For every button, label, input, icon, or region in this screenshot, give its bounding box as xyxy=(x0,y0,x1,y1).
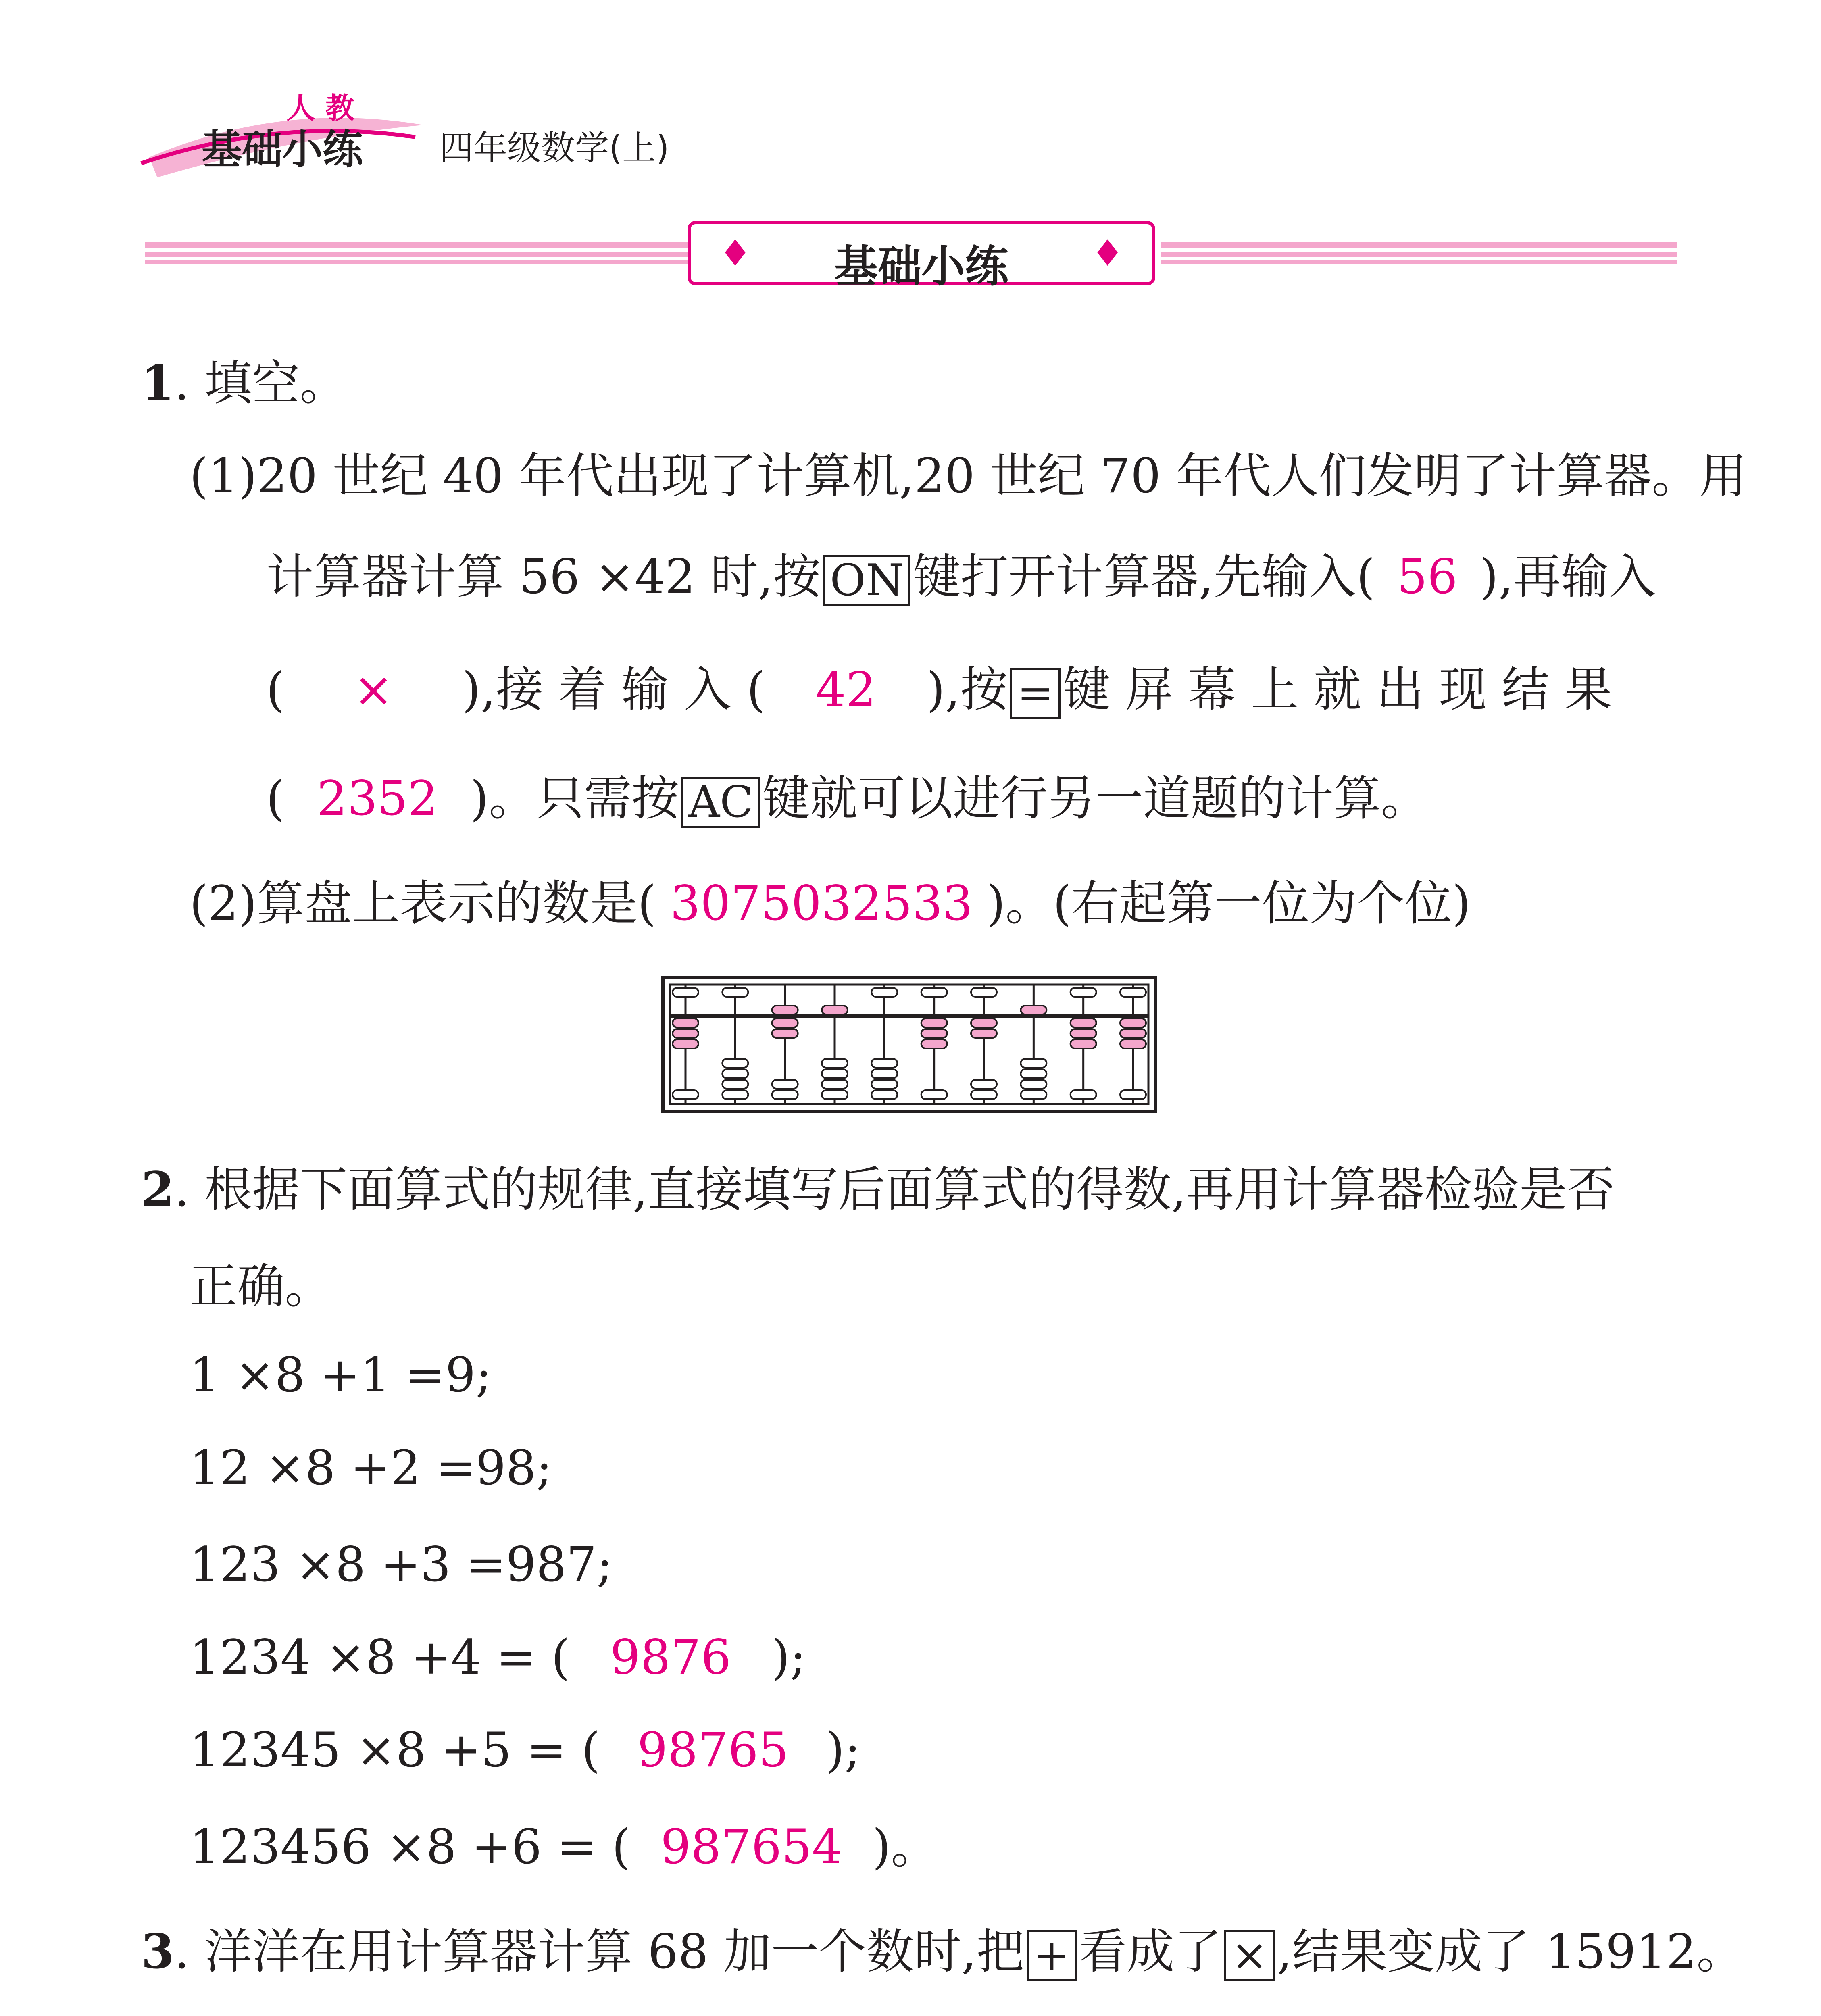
abacus-lower-bead xyxy=(722,1069,748,1078)
abacus-lower-bead xyxy=(722,1090,748,1099)
abacus-lower-bead xyxy=(1120,1090,1146,1099)
abacus-lower-bead xyxy=(1021,1090,1046,1099)
diamond-right-icon: ♦ xyxy=(1091,232,1124,275)
abacus-lower-bead xyxy=(921,1090,947,1099)
q1-answer-3: 42 xyxy=(815,662,876,717)
header-subtitle: 四年级数学(上) xyxy=(440,128,669,168)
q2-title-text-1: . 根据下面算式的规律,直接填写后面算式的得数,再用计算器检验是否 xyxy=(174,1162,1615,1217)
abacus-lower-bead xyxy=(871,1080,897,1089)
abacus-upper-bead xyxy=(1120,988,1146,997)
abacus-lower-bead xyxy=(1071,1039,1096,1048)
abacus-lower-bead xyxy=(673,1029,698,1038)
q1-p1-line3-b: ),接 着 输 入 ( xyxy=(462,662,765,717)
section-band-left xyxy=(145,242,690,266)
q1-title xyxy=(141,355,347,411)
abacus-lower-bead xyxy=(822,1059,848,1068)
q2-fill-1-expr: 1234 ×8 +4 = ( xyxy=(190,1629,570,1685)
q1-title-text: . 填空。 xyxy=(174,355,348,411)
q2-title-line2: 正确。 xyxy=(190,1258,333,1314)
q3-line1-b: 看成了 xyxy=(1079,1924,1222,1979)
on-key: ON xyxy=(823,555,910,606)
abacus-upper-bead xyxy=(1071,988,1096,997)
abacus-lower-bead xyxy=(1071,1090,1096,1099)
q2-fill-3-answer: 987654 xyxy=(660,1819,842,1874)
abacus-lower-bead xyxy=(1021,1069,1046,1078)
plus-key: + xyxy=(1027,1930,1077,1981)
q1-number: 1 xyxy=(141,355,175,411)
q2-given-2: 12 ×8 +2 =98; xyxy=(190,1440,552,1495)
abacus-upper-bead xyxy=(772,1006,798,1014)
abacus-lower-bead xyxy=(673,1039,698,1048)
abacus-upper-bead xyxy=(971,988,997,997)
q1-p1-line4 xyxy=(266,770,1429,828)
q1-p1-line3-a: ( xyxy=(266,662,285,717)
abacus-lower-bead xyxy=(772,1090,798,1099)
abacus-lower-bead xyxy=(1120,1029,1146,1038)
abacus-lower-bead xyxy=(673,1018,698,1027)
q3-line1-a: . 洋洋在用计算器计算 68 加一个数时,把 xyxy=(174,1924,1024,1979)
abacus-lower-bead xyxy=(673,1090,698,1099)
abacus-lower-bead xyxy=(1021,1059,1046,1068)
abacus-drawing xyxy=(661,976,1157,1113)
q2-fill-1-end: ); xyxy=(771,1629,806,1685)
q3-line1 xyxy=(141,1923,1744,1981)
q1-answer-4: 2352 xyxy=(317,771,438,826)
q2-fill-2-answer: 98765 xyxy=(637,1722,789,1778)
abacus-lower-bead xyxy=(971,1080,997,1089)
q1-p2-text-b: )。(右起第一位为个位) xyxy=(987,875,1471,931)
equals-key: = xyxy=(1010,668,1061,719)
abacus-upper-bead xyxy=(673,988,698,997)
q1-p2-line xyxy=(190,875,1471,931)
q1-p1-line4-b: )。只需按 xyxy=(470,771,679,826)
abacus-upper-bead xyxy=(871,988,897,997)
q1-p1-line2-c: ),再输入 xyxy=(1479,549,1656,604)
section-title: 基础小练 xyxy=(834,242,1008,292)
header-badge xyxy=(133,77,431,181)
abacus-lower-bead xyxy=(921,1039,947,1048)
section-title-box xyxy=(688,221,1155,292)
q2-given-3: 123 ×8 +3 =987; xyxy=(190,1537,613,1592)
q2-fill-3 xyxy=(190,1818,938,1875)
q2-number: 2 xyxy=(141,1161,175,1217)
abacus-upper-bead xyxy=(921,988,947,997)
q3-line1-c: ,结果变成了 15912。 xyxy=(1277,1924,1744,1979)
q2-fill-3-end: )。 xyxy=(872,1819,939,1874)
q2-fill-2-expr: 12345 ×8 +5 = ( xyxy=(190,1722,600,1778)
abacus xyxy=(661,976,1157,1113)
abacus-lower-bead xyxy=(822,1069,848,1078)
abacus-lower-bead xyxy=(871,1069,897,1078)
abacus-lower-bead xyxy=(871,1059,897,1068)
abacus-upper-bead xyxy=(722,988,748,997)
q1-p1-line1: (1)20 世纪 40 年代出现了计算机,20 世纪 70 年代人们发明了计算器。用 xyxy=(190,448,1747,504)
abacus-lower-bead xyxy=(1071,1018,1096,1027)
q1-p1-line4-c: 键就可以进行另一道题的计算。 xyxy=(762,771,1429,826)
abacus-lower-bead xyxy=(1021,1080,1046,1089)
times-key: × xyxy=(1224,1930,1275,1981)
q2-given-1: 1 ×8 +1 =9; xyxy=(190,1347,492,1403)
abacus-upper-bead xyxy=(822,1006,848,1014)
abacus-lower-bead xyxy=(921,1018,947,1027)
q1-answer-2: × xyxy=(353,662,394,717)
q1-p1-line3 xyxy=(266,661,1612,719)
q1-p1-line2-a: 计算器计算 56 ×42 时,按 xyxy=(266,549,821,604)
q1-p1-line3-d: 键 屏 幕 上 就 出 现 结 果 xyxy=(1063,662,1612,717)
q2-title-line1 xyxy=(141,1161,1615,1218)
abacus-lower-bead xyxy=(971,1018,997,1027)
q2-fill-2-end: ); xyxy=(826,1722,861,1778)
badge-main-text: 基础小练 xyxy=(202,126,363,173)
q1-p1-line2 xyxy=(266,548,1656,606)
ac-key: AC xyxy=(681,777,760,828)
badge-top-text: 人 教 xyxy=(286,91,355,125)
q2-fill-1-answer: 9876 xyxy=(610,1629,731,1685)
abacus-lower-bead xyxy=(822,1090,848,1099)
abacus-lower-bead xyxy=(1120,1039,1146,1048)
q2-fill-2 xyxy=(190,1722,860,1778)
abacus-lower-bead xyxy=(772,1080,798,1089)
abacus-lower-bead xyxy=(772,1029,798,1038)
abacus-upper-bead xyxy=(1021,1006,1046,1014)
q1-answer-1: 56 xyxy=(1397,549,1458,604)
abacus-lower-bead xyxy=(971,1029,997,1038)
abacus-lower-bead xyxy=(871,1090,897,1099)
q1-p2-text-a: (2)算盘上表示的数是( xyxy=(190,875,656,931)
q3-number: 3 xyxy=(141,1923,175,1979)
abacus-lower-bead xyxy=(722,1059,748,1068)
abacus-lower-bead xyxy=(1071,1029,1096,1038)
abacus-lower-bead xyxy=(921,1029,947,1038)
q1-p2-answer: 3075032533 xyxy=(670,875,973,931)
q1-p1-line2-b: 键打开计算器,先输入( xyxy=(913,549,1375,604)
q1-p1-line3-c: ),按 xyxy=(926,662,1008,717)
diamond-left-icon: ♦ xyxy=(719,232,752,275)
q2-fill-1 xyxy=(190,1629,806,1685)
q2-fill-3-expr: 123456 ×8 +6 = ( xyxy=(190,1819,631,1874)
section-band-right xyxy=(1161,242,1677,266)
abacus-lower-bead xyxy=(822,1080,848,1089)
q1-p1-line4-a: ( xyxy=(266,771,285,826)
abacus-lower-bead xyxy=(772,1018,798,1027)
abacus-lower-bead xyxy=(971,1090,997,1099)
abacus-lower-bead xyxy=(1120,1018,1146,1027)
abacus-lower-bead xyxy=(722,1080,748,1089)
